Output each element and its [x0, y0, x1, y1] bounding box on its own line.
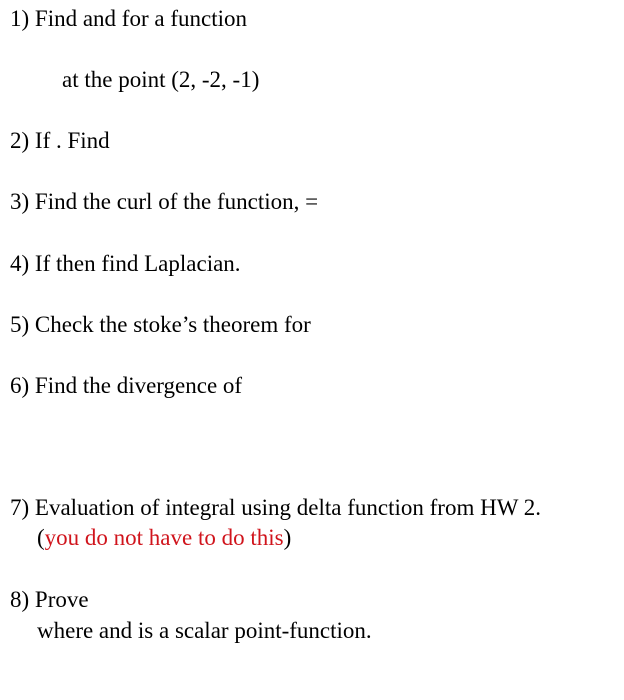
question-7-note: [37, 525, 291, 551]
note-close-paren: ): [283, 525, 292, 550]
question-4: 4) If then find Laplacian.: [10, 251, 241, 276]
question-8: 8) Prove: [10, 587, 89, 612]
note-open-paren: (: [37, 525, 45, 550]
question-6: 6) Find the divergence of: [10, 373, 243, 398]
question-3: 3) Find the curl of the function, =: [10, 189, 319, 214]
question-5: 5) Check the stoke’s theorem for: [10, 312, 311, 337]
question-8-continuation: where and is a scalar point-function.: [37, 618, 372, 643]
question-1-continuation: at the point (2, -2, -1): [62, 67, 260, 92]
note-red-text: you do not have to do this: [44, 525, 284, 550]
question-1: 1) Find and for a function: [10, 6, 247, 31]
question-7: 7) Evaluation of integral using delta function from HW 2.: [10, 495, 541, 520]
question-2: 2) If . Find: [10, 128, 110, 153]
